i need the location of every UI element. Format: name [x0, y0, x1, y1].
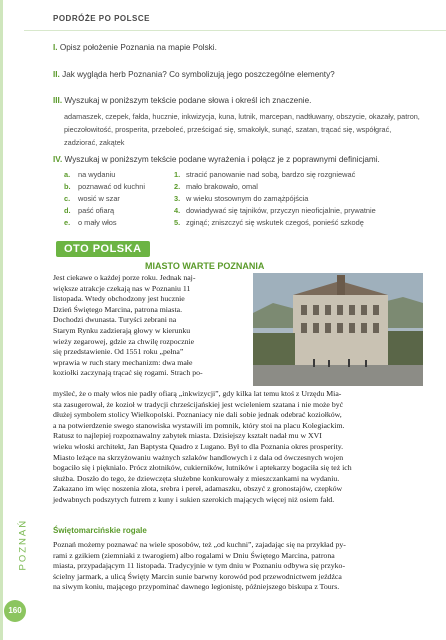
- match-left-a: a. na wydaniu: [64, 170, 116, 179]
- vertical-city-title: POZNAŃ: [17, 518, 29, 571]
- side-strip: [0, 0, 3, 640]
- intro-column: Jest ciekawe o każdej porze roku. Jednak naj- większe atrakcje czekają nas w Poznaniu 11 listopada. Wtedy obchodzony jest hucznie Dzień Świętego Marcina, patrona miasta. Dochodzi dwunasta. Turyści zebrani na Starym Rynku zadzierają głowy w kierunku wieży zegarowej, gdzie za chwilę rozpocznie się przedstawienie. Od 1551 roku „pełna” wprawia w ruch stary mechanizm: dwa małe koziołki zaczynają trącać się rogami. Strach po-: [53, 273, 203, 378]
- match-left-b: b. poznawać od kuchni: [64, 182, 145, 191]
- question-2: II. Jak wygląda herb Poznania? Co symbolizują jego poszczególne elementy?: [53, 70, 335, 79]
- page-number: 160: [4, 600, 26, 622]
- question-4: IV. Wyszukaj w poniższym tekście podane wyrażenia i połącz je z poprawnymi definicjami.: [53, 155, 380, 164]
- city-hall-photo: [253, 273, 423, 386]
- match-right-3: 3. w wieku stosownym do zamążpójścia: [174, 194, 309, 203]
- question-3: III. Wyszukaj w poniższym tekście podane słowa i określ ich znaczenie.: [53, 96, 312, 105]
- running-head: PODRÓŻE PO POLSCE: [53, 14, 150, 23]
- question-1: I. Opisz położenie Poznania na mapie Polski.: [53, 43, 217, 52]
- word-list: adamaszek, czepek, fałda, hucznie, inkwizycja, kuna, lutnik, marcepan, nadtłuwany, obszycie, okazały, patron, pieczołowitość, prosperita, przeboleć, prześcigać się, smakołyk, sunąć, szatan, trącać się, współgrać, zadziorać, zakątek: [64, 112, 420, 147]
- subheading: Świętomarcińskie rogale: [53, 526, 147, 535]
- match-left-e: e. o mały włos: [64, 218, 117, 227]
- main-text: myśleć, że o mały włos nie padły ofiarą „inkwizycji”, gdy kilka lat temu ktoś z Urzędu Mia- sta zasugerował, że kozioł w tradycji chrześcijańskiej jest wcieleniem szatana i nie może być dłużej symbolem stolicy Wielkopolski. Poznaniacy nie dali sobie jednak odebrać koziołków, a na potwierdzenie swego stanowiska wystawili im pomnik, który stoi na placu Kolegiackim. Ratusz to najlepiej rozpoznawalny zabytek miasta. Dzisiejszy kształt nadał mu w XVI wieku włoski architekt, Jan Baptysta Quadro z Lugano. Był to dla Poznania okres prosperity. Miasto leżące na skrzyżowaniu ważnych szlaków handlowych i z dala od ówczesnych wojen bogaciło się i pięknialo. Prócz złotników, cukierników, lutników i aptekarzy bogaciła się też ich służba. Doszło do tego, że dziewczęta służebne konkurowały z mieszczankami na wydaniu. Zakazano im więc noszenia złota, srebra i pereł, adamaszku, obszyć z gronostajów, czepków jedwabnych podszytych futrem z kuny i sukien szerokich mających więcej niż osiem fałd.: [53, 389, 352, 504]
- section-box-title: OTO POLSKA: [56, 241, 150, 257]
- match-right-4: 4. dowiadywać się tajników, przyczyn nieoficjalnie, prywatnie: [174, 206, 376, 215]
- match-right-1: 1. stracić panowanie nad sobą, bardzo się rozgniewać: [174, 170, 356, 179]
- closing-text: Poznań możemy poznawać na wiele sposobów, też „od kuchni”, zajadając się na przykład py- rami z gzikiem (ziemniaki z twarogiem) albo rogalami w Dniu Świętego Marcina, patrona miasta, przypadającym 11 listopada. Tradycyjnie w tym dniu w Poznaniu odbywa się przyko- ścielny jarmark, a ulicą Święty Marcin sunie barwny korowód pod przewodnictwem jeźdźca na siwym koniu, mającego przypominać dawnego legionistę, późniejszego biskupa z Tours.: [53, 540, 346, 592]
- match-left-d: d. paść ofiarą: [64, 206, 115, 215]
- match-right-5: 5. zginąć; zniszczyć się wskutek czegoś, ponieść szkodę: [174, 218, 364, 227]
- match-right-2: 2. mało brakowało, omal: [174, 182, 258, 191]
- top-rule: [24, 30, 446, 31]
- article-title: MIASTO WARTE POZNANIA: [145, 261, 265, 271]
- match-left-c: c. wosić w szar: [64, 194, 120, 203]
